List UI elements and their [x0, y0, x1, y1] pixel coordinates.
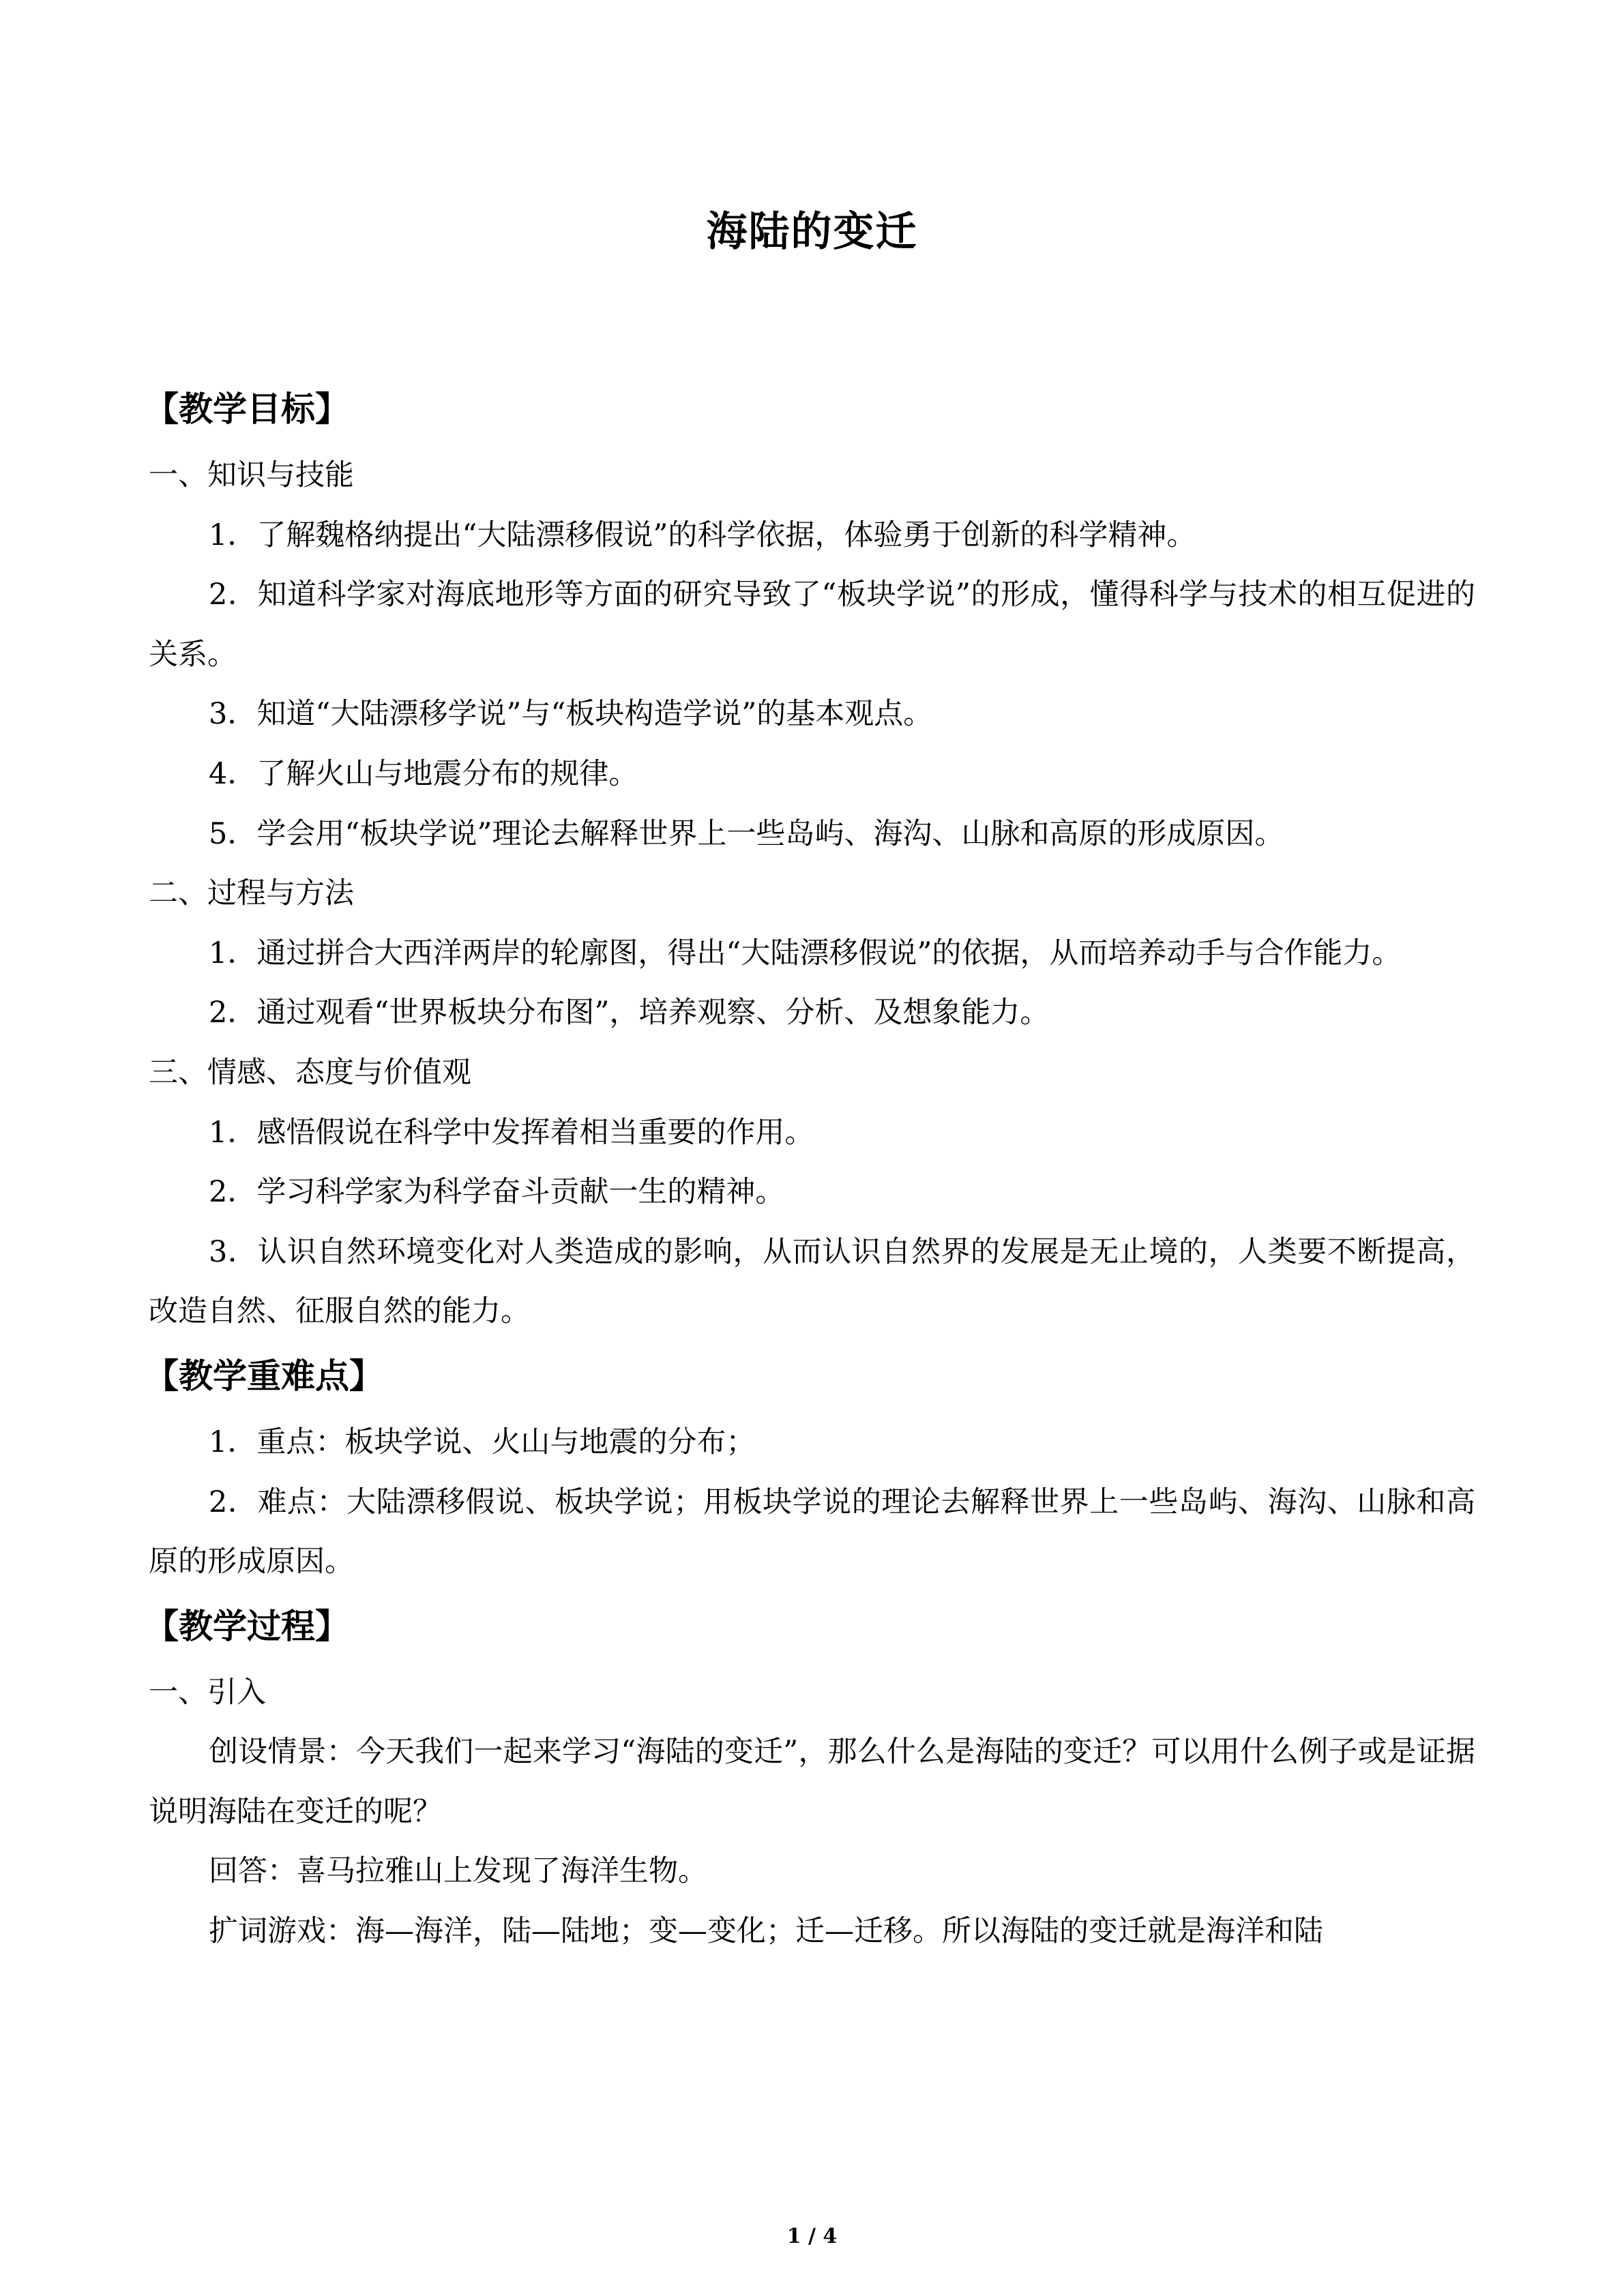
paragraph: 3．知道“大陆漂移学说”与“板块构造学说”的基本观点。: [209, 697, 933, 732]
paragraph: 扩词游戏：海—海洋，陆—陆地；变—变化；迁—迁移。所以海陆的变迁就是海洋和陆: [209, 1914, 1323, 1949]
paragraph: 4．了解火山与地震分布的规律。: [209, 756, 638, 791]
paragraph: 1．了解魏格纳提出“大陆漂移假说”的科学依据，体验勇于创新的科学精神。: [209, 518, 1196, 552]
page-number: 1 / 4: [786, 2224, 838, 2248]
paragraph: 3．认识自然环境变化对人类造成的影响，从而认识自然界的发展是无止境的，人类要不断提高，改造自然、征服自然的能力。: [149, 1234, 1475, 1329]
subsection-heading: 一、知识与技能: [149, 458, 354, 492]
paragraph: 创设情景：今天我们一起来学习“海陆的变迁”，那么什么是海陆的变迁？可以用什么例子或是证据说明海陆在变迁的呢？: [149, 1735, 1475, 1829]
section-teaching-goals: [145, 382, 1475, 1342]
paragraph: 2．学习科学家为科学奋斗贡献一生的精神。: [209, 1175, 785, 1210]
paragraph: 1．感悟假说在科学中发挥着相当重要的作用。: [209, 1115, 814, 1150]
subsection-heading: 三、情感、态度与价值观: [149, 1055, 471, 1090]
paragraph: 2．难点：大陆漂移假说、板块学说；用板块学说的理论去解释世界上一些岛屿、海沟、山脉和高原的形成原因。: [149, 1485, 1475, 1579]
document-title: 海陆的变迁: [706, 208, 918, 256]
paragraph: 2．知道科学家对海底地形等方面的研究导致了“板块学说”的形成，懂得科学与技术的相互促进的关系。: [149, 578, 1475, 672]
paragraph: 5．学会用“板块学说”理论去解释世界上一些岛屿、海沟、山脉和高原的形成原因。: [209, 816, 1284, 851]
document-body: [145, 382, 1475, 1962]
section-teaching-process: [145, 1599, 1475, 1962]
subsection-heading: 二、过程与方法: [149, 876, 354, 911]
section-heading: 【教学重难点】: [145, 1355, 383, 1396]
paragraph: 2．通过观看“世界板块分布图”，培养观察、分析、及想象能力。: [209, 996, 1050, 1030]
section-key-difficult-points: [145, 1349, 1475, 1592]
paragraph: 1．重点：板块学说、火山与地震的分布；: [209, 1425, 756, 1459]
subsection-heading: 一、引入: [149, 1675, 266, 1710]
paragraph: 1．通过拼合大西洋两岸的轮廓图，得出“大陆漂移假说”的依据，从而培养动手与合作能力。: [209, 936, 1402, 970]
paragraph: 回答：喜马拉雅山上发现了海洋生物。: [209, 1854, 707, 1889]
section-heading: 【教学过程】: [145, 1605, 349, 1646]
section-heading: 【教学目标】: [145, 389, 349, 429]
